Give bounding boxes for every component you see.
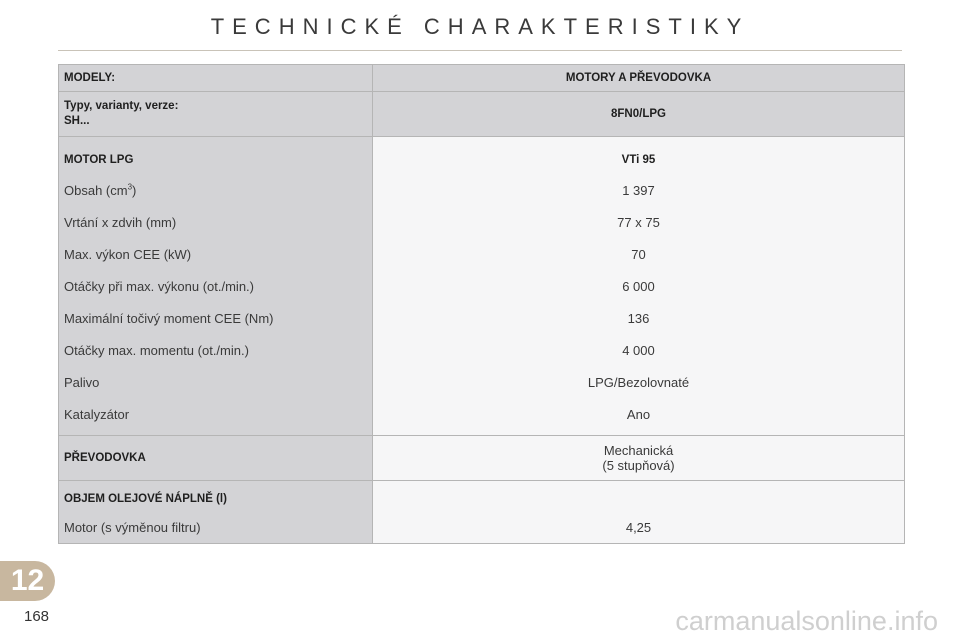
engine-row-fuel-value: LPG/Bezolovnaté: [587, 375, 690, 390]
types-row: [59, 91, 904, 136]
gearbox-row: [59, 435, 904, 480]
engine-row-power-rpm-label: Otáčky při max. výkonu (ot./min.): [64, 279, 254, 294]
header-models-label: MODELY:: [59, 65, 373, 91]
table-header-row: [59, 65, 904, 91]
engine-row-catalyst-value: Ano: [626, 407, 651, 422]
spec-table: [58, 64, 905, 544]
engine-values: [373, 137, 904, 435]
page-number: 168: [24, 608, 50, 625]
engine-row-bore-value: 77 x 75: [617, 215, 660, 230]
title-divider: [58, 50, 902, 51]
gearbox-value-line1: Mechanická: [603, 443, 674, 458]
types-label-line1: Typy, varianty, verze:: [64, 100, 179, 112]
oil-values: [373, 481, 904, 543]
engine-row-power-value: 70: [631, 247, 646, 262]
engine-row-power-rpm-value: 6 000: [622, 279, 655, 294]
chapter-tab: 12: [0, 561, 55, 601]
oil-heading: OBJEM OLEJOVÉ NÁPLNĚ (l): [64, 493, 227, 505]
types-label-line2: SH...: [64, 115, 90, 127]
gearbox-value: [373, 436, 904, 480]
gearbox-label: PŘEVODOVKA: [59, 436, 373, 480]
engine-heading: MOTOR LPG: [64, 154, 134, 166]
engine-labels: [59, 137, 373, 435]
gearbox-value-line2: (5 stupňová): [602, 458, 675, 473]
engine-row-bore-label: Vrtání x zdvih (mm): [64, 215, 177, 230]
engine-row-torque-value: 136: [627, 311, 650, 326]
watermark: carmanualsonline.info: [675, 606, 938, 636]
engine-row-displacement-value: 1 397: [622, 183, 655, 198]
engine-row-torque-rpm-value: 4 000: [622, 343, 655, 358]
oil-row-value: 4,25: [625, 520, 652, 535]
oil-row-label: Motor (s výměnou filtru): [64, 520, 201, 535]
page-title: TECHNICKÉ CHARAKTERISTIKY: [210, 14, 750, 39]
engine-section: [59, 136, 904, 435]
oil-section: [59, 480, 904, 543]
types-label: [59, 92, 373, 136]
engine-row-torque-rpm-label: Otáčky max. momentu (ot./min.): [64, 343, 249, 358]
engine-row-torque-label: Maximální točivý moment CEE (Nm): [64, 311, 274, 326]
engine-name: VTi 95: [621, 154, 656, 166]
engine-row-catalyst-label: Katalyzátor: [64, 407, 130, 422]
oil-heading-spacer: [373, 485, 904, 513]
header-engines-label: MOTORY A PŘEVODOVKA: [565, 72, 712, 84]
types-value: 8FN0/LPG: [611, 107, 666, 120]
engine-row-power-label: Max. výkon CEE (kW): [64, 247, 192, 262]
oil-labels: [59, 481, 373, 543]
engine-row-displacement-label: Obsah $(cm^3)$: [64, 182, 137, 198]
engine-row-fuel-label: Palivo: [64, 375, 100, 390]
